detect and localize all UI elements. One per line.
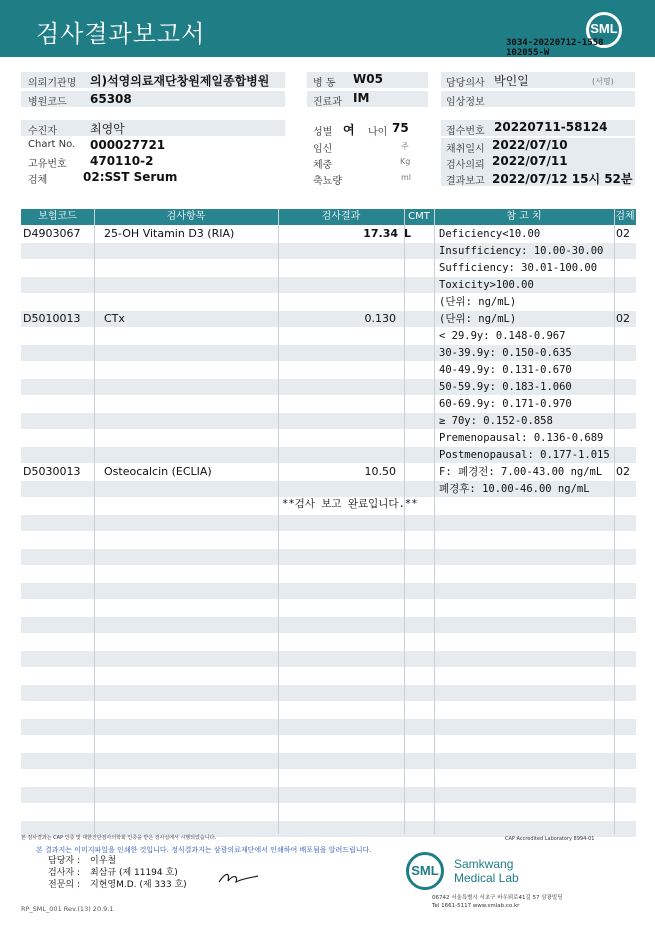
- report-code-line2: 102055-W: [506, 48, 550, 58]
- doctor-name: 박인일: [494, 74, 529, 88]
- institution-label: 의뢰기관명: [28, 78, 77, 89]
- pregnancy-unit: 주: [401, 142, 409, 151]
- row-result: 0.130: [364, 312, 396, 325]
- form-id: RP_SML_001 Rev.(13) 20.9.1: [21, 905, 114, 913]
- row-item: Osteocalcin (ECLIA): [104, 465, 212, 478]
- pregnancy-label: 임신: [313, 144, 333, 155]
- receipt-label: 접수번호: [446, 126, 485, 137]
- col-divider: [278, 209, 279, 834]
- row-item: CTx: [104, 312, 125, 325]
- table-stripe-band: [21, 617, 636, 633]
- report-barcode-id: [506, 38, 604, 58]
- urine-label: 축뇨량: [313, 176, 342, 187]
- row-code: D5030013: [23, 465, 81, 478]
- specimen-label: 검체: [28, 175, 48, 186]
- reference-line: F: 폐경전: 7.00-43.00 ng/mL: [439, 466, 603, 478]
- doctor-label: 담당의사: [446, 78, 485, 89]
- reference-line: Toxicity>100.00: [439, 279, 534, 291]
- request-label: 검사의뢰: [446, 160, 485, 171]
- row-specimen: 02: [616, 312, 630, 325]
- specimen-value: 02:SST Serum: [83, 170, 178, 184]
- reference-line: 폐경후: 10.00-46.00 ng/mL: [439, 483, 590, 495]
- patient-name: 최영악: [90, 122, 125, 136]
- col-header-code: 보험코드: [38, 211, 77, 222]
- reference-line: (단위: ng/mL): [439, 296, 517, 308]
- table-stripe-band: [21, 583, 636, 599]
- collect-label: 채취일시: [446, 144, 485, 155]
- table-stripe-band: [21, 753, 636, 769]
- row-result: 17.34: [363, 227, 398, 240]
- company-address: 06742 서울특별시 서초구 바우뫼로41길 57 삼광빌딩: [432, 895, 563, 901]
- reference-line: < 29.9y: 0.148-0.967: [439, 330, 566, 342]
- col-divider: [434, 209, 435, 834]
- company-name-line1: Samkwang: [454, 857, 514, 871]
- chart-number: 000027721: [90, 138, 166, 152]
- col-header-result: 검사결과: [321, 211, 361, 222]
- report-date: 2022/07/12 15시 52분: [492, 172, 633, 186]
- request-date: 2022/07/11: [492, 154, 568, 168]
- doctor-sign: (서명): [592, 77, 614, 86]
- clinical-label: 임상정보: [446, 97, 485, 108]
- hospital-code: 65308: [90, 92, 132, 106]
- reference-line: ≥ 70y: 0.152-0.858: [439, 415, 553, 427]
- table-stripe-band: [21, 787, 636, 803]
- report-label: 결과보고: [446, 176, 485, 187]
- row-code: D5010013: [23, 312, 81, 325]
- sex-label: 성별: [313, 127, 333, 138]
- reference-line: Sufficiency: 30.01-100.00: [439, 262, 598, 274]
- id-number: 470110-2: [90, 154, 154, 168]
- col-header-reference: 참 고 치: [506, 211, 542, 222]
- sex-value: 여: [343, 123, 355, 137]
- hospital-code-label: 병원코드: [28, 97, 67, 108]
- reference-line: 60-69.9y: 0.171-0.970: [439, 398, 572, 410]
- reference-line: Deficiency<10.00: [439, 228, 541, 240]
- row-cmt-flag: L: [404, 227, 412, 240]
- row-result: 10.50: [364, 465, 396, 478]
- row-item: 25-OH Vitamin D3 (RIA): [104, 227, 235, 240]
- signature-icon: [216, 868, 262, 888]
- specialist-label: 전문의 :: [48, 880, 80, 890]
- print-notice: 본 결과지는 이미지파일을 인쇄한 것입니다. 정식결과지는 삼광의료재단에서 인쇄하여 배포됨을 알려드립니다.: [36, 846, 372, 854]
- dept-label: 진료과: [313, 97, 342, 108]
- id-label: 고유번호: [28, 159, 67, 170]
- table-stripe-band: [21, 277, 636, 293]
- completion-notice: **검사 보고 완료입니다.**: [282, 498, 418, 510]
- reference-line: 30-39.9y: 0.150-0.635: [439, 347, 572, 359]
- col-divider: [404, 209, 405, 834]
- company-name: [454, 857, 519, 885]
- col-header-specimen: 검체: [615, 211, 635, 222]
- col-divider: [614, 209, 615, 834]
- company-name-line2: Medical Lab: [454, 871, 519, 885]
- col-divider: [94, 209, 95, 834]
- reporter-label: 담당자 :: [48, 856, 80, 866]
- urine-unit: ml: [401, 173, 412, 182]
- reference-line: Postmenopausal: 0.177-1.015: [439, 449, 610, 461]
- specialist-name: 지현영M.D. (제 333 호): [90, 880, 187, 890]
- tester-label: 검사자 :: [48, 868, 80, 878]
- chart-label: Chart No.: [28, 139, 76, 150]
- col-header-item: 검사항목: [166, 211, 206, 222]
- tester-name: 최삼규 (제 11194 호): [90, 868, 178, 878]
- ward-value: W05: [353, 72, 383, 86]
- patient-bar: [21, 120, 285, 136]
- ward-label: 병 동: [313, 78, 336, 89]
- reference-line: Insufficiency: 10.00-30.00: [439, 245, 604, 257]
- reference-line: Premenopausal: 0.136-0.689: [439, 432, 604, 444]
- reference-line: 40-49.9y: 0.131-0.670: [439, 364, 572, 376]
- reporter-name: 이우철: [90, 856, 117, 866]
- accreditation-note: 본 검사결과는 CAP 인증 및 대한진단검사의학회 인증을 받은 검사실에서 시행되었습니다.: [21, 835, 216, 841]
- age-value: 75: [392, 121, 409, 135]
- report-code-line1: 3034-20220712-1558: [506, 38, 604, 48]
- sml-footer-logo-text: SML: [411, 863, 439, 878]
- row-specimen: 02: [616, 465, 630, 478]
- dept-value: IM: [353, 91, 370, 105]
- age-label: 나이: [368, 127, 388, 138]
- table-stripe-band: [21, 685, 636, 701]
- row-specimen: 02: [616, 227, 630, 240]
- table-stripe-band: [21, 515, 636, 531]
- weight-label: 체중: [313, 160, 333, 171]
- col-header-cmt: CMT: [408, 211, 430, 222]
- row-code: D4903067: [23, 227, 81, 240]
- report-title: 검사결과보고서: [36, 20, 206, 48]
- table-stripe-band: [21, 549, 636, 565]
- weight-unit: Kg: [400, 157, 411, 166]
- sml-logo-text: SML: [590, 21, 618, 36]
- patient-label: 수진자: [28, 126, 57, 137]
- reference-line: (단위: ng/mL): [439, 313, 517, 325]
- receipt-number: 20220711-58124: [494, 120, 608, 134]
- cap-accreditation: CAP Accredited Laboratory 8994-01: [505, 836, 595, 842]
- table-stripe-band: [21, 651, 636, 667]
- collect-date: 2022/07/10: [492, 138, 568, 152]
- institution-name: 의)석영의료재단창원제일종합병원: [90, 74, 270, 88]
- company-contact: Tel 1661-5117 www.smlab.co.kr: [432, 903, 520, 909]
- reference-line: 50-59.9y: 0.183-1.060: [439, 381, 572, 393]
- table-stripe-band: [21, 719, 636, 735]
